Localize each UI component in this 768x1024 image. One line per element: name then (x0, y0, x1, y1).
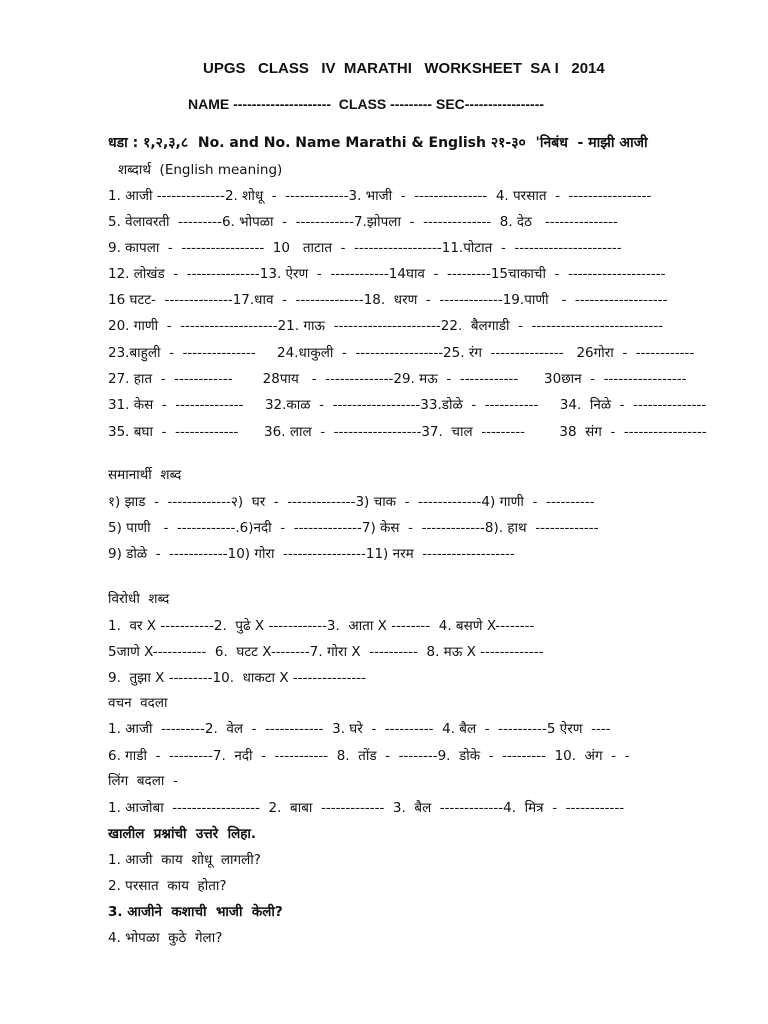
meaning-row: 31. केस - -------------- 32.काळ - ------------------33.डोळे - ----------- 34. निळे - --------------- (108, 397, 707, 413)
synonyms-heading: समानार्थी शब्द (108, 467, 182, 483)
number-change-heading: वचन वदला (108, 695, 168, 711)
question-item: 1. आजी काय शोधू लागली? (108, 852, 261, 868)
meaning-row: 1. आजी --------------2. शोधू - -------------3. भाजी - --------------- 4. परसात - ----------------- (108, 188, 652, 204)
name-class-section-line: NAME --------------------- CLASS --------- SEC----------------- (188, 96, 545, 112)
meaning-row: 35. बघा - ------------- 36. लाल - ------------------37. चाल --------- 38 संग - ----------------- (108, 424, 707, 440)
question-item: 4. भोपळा कुठे गेला? (108, 930, 223, 946)
synonym-row: 5) पाणी - ------------.6)नदी - --------------7) केस - -------------8). हाथ ------------- (108, 520, 599, 536)
gender-change-heading: लिंग बदला - (108, 773, 178, 789)
antonyms-heading: विरोधी शब्द (108, 591, 170, 607)
gender-change-row: 1. आजोबा ------------------ 2. बाबा ------------- 3. बैल -------------4. मित्र - ------------ (108, 800, 625, 816)
meaning-row: 9. कापला - ----------------- 10 ताटात - ------------------11.पोटात - ---------------------- (108, 240, 622, 256)
synonym-row: 9) डोळे - ------------10) गोरा -----------------11) नरम ------------------- (108, 546, 515, 562)
questions-heading: खालील प्रश्नांची उत्तरे लिहा. (108, 826, 257, 842)
number-change-row: 1. आजी ---------2. वेल - ------------ 3. घरे - ---------- 4. बैल - ----------5 ऐरण ---- (108, 721, 611, 737)
meaning-row: 27. हात - ------------ 28पाय - --------------29. मऊ - ------------ 30छान - ----------------- (108, 371, 687, 387)
antonym-row: 5जाणे X----------- 6. घटट X--------7. गोरा X ---------- 8. मऊ X ------------- (108, 644, 544, 660)
antonym-row: 9. तुझा X ---------10. धाकटा X --------------- (108, 670, 366, 686)
meaning-row: 20. गाणी - --------------------21. गाऊ ----------------------22. बैलगाडी - --------------------------- (108, 318, 664, 334)
meaning-row: 23.बाहुली - --------------- 24.धाकुली - ------------------25. रंग --------------- 26गोरा - ------------ (108, 345, 695, 361)
meaning-row: 16 घटट- --------------17.धाव - --------------18. धरण - -------------19.पाणी - ------------------- (108, 292, 668, 308)
meaning-row: 12. लोखंड - ---------------13. ऐरण - ------------14घाव - ---------15चाकाची - -------------------- (108, 266, 666, 282)
antonym-row: 1. वर X -----------2. पुढे X ------------3. आता X -------- 4. बसणे X-------- (108, 618, 535, 634)
lesson-line: धडा : १,२,३,८ No. and No. Name Marathi & English २१-३० 'निबंध - माझी आजी (108, 135, 648, 151)
question-item: 2. परसात काय होता? (108, 878, 227, 894)
meaning-row: 5. वेलावरती ---------6. भोपळा - ------------7.झोपला - -------------- 8. देठ --------------- (108, 214, 618, 230)
synonym-row: १) झाड - -------------२) घर - --------------3) चाक - -------------4) गाणी - ---------- (108, 494, 595, 510)
number-change-row: 6. गाडी - ---------7. नदी - ----------- 8. तोंड - --------9. डोके - --------- 10. अंग - - (108, 748, 630, 764)
question-item: 3. आजीने कशाची भाजी केली? (108, 904, 283, 920)
worksheet-title: UPGS CLASS IV MARATHI WORKSHEET SA I 2014 (203, 60, 605, 77)
meanings-heading: शब्दार्थ (English meaning) (118, 162, 283, 178)
